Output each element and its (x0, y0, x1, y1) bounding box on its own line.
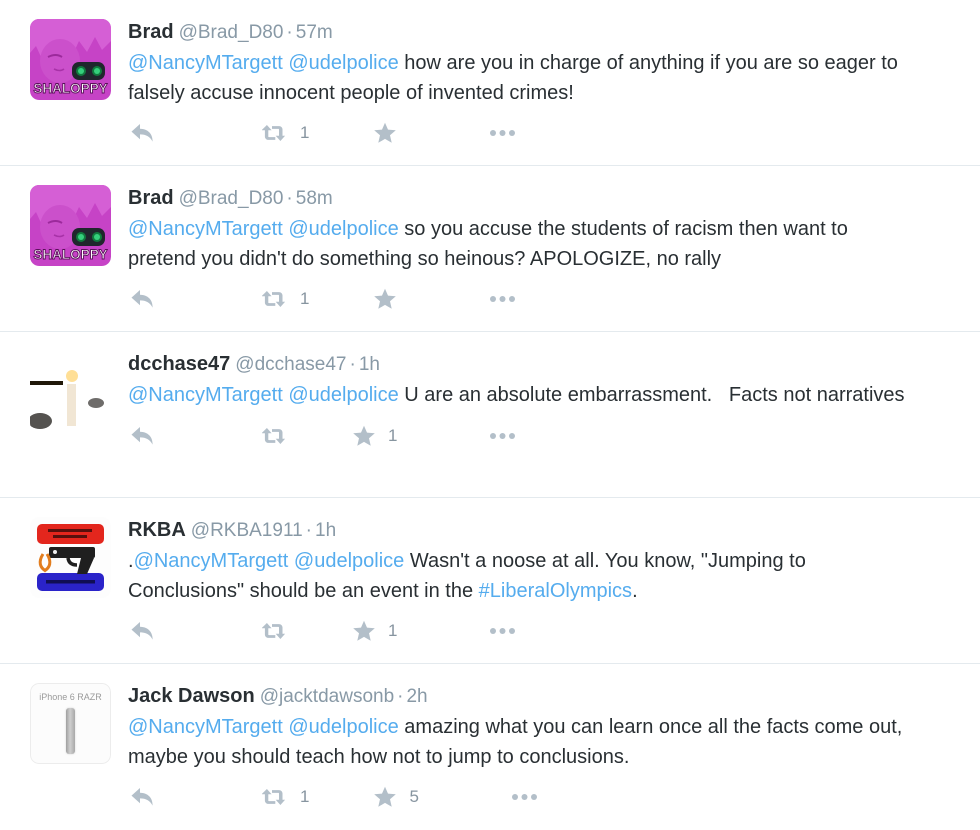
separator-dot: · (397, 686, 404, 707)
separator-dot: · (286, 188, 293, 209)
favorite-button[interactable] (373, 288, 397, 310)
tweet-text: @NancyMTargett @udelpolice U are an absolute embarrassment. Facts not narratives (128, 384, 905, 406)
tweet-text: @NancyMTargett @udelpolice so you accuse the students of racism then want to pretend you didn't do something so heinous? APOLOGIZE, no rally (128, 218, 854, 270)
tweet-actions (128, 287, 950, 311)
favorite-button[interactable] (373, 122, 397, 144)
tweet-actions (128, 121, 950, 145)
mention-link[interactable]: @udelpolice (293, 550, 405, 572)
star-icon (373, 786, 397, 808)
more-button[interactable] (489, 627, 516, 635)
user-avatar[interactable] (30, 351, 111, 432)
star-icon (373, 122, 397, 144)
avatar-caption: SHALOPPY (33, 81, 108, 96)
user-handle[interactable]: @Brad_D80 (178, 188, 284, 209)
user-handle[interactable]: @RKBA1911 (190, 520, 303, 541)
user-avatar[interactable] (30, 185, 111, 266)
retweet-icon (262, 123, 288, 143)
separator-dot: · (305, 520, 312, 541)
tweet-text: @NancyMTargett @udelpolice amazing what you can learn once all the facts come out, maybe you should teach how not to jump to conclusions. (128, 716, 908, 768)
favorite-button[interactable] (373, 786, 418, 808)
tweet-header (128, 684, 950, 710)
more-button[interactable] (511, 793, 538, 801)
timestamp[interactable]: 58m (295, 188, 333, 209)
tweet-header (128, 518, 950, 544)
retweet-count: 1 (300, 123, 310, 142)
tweet-item (0, 332, 980, 498)
retweet-button[interactable] (262, 289, 309, 309)
user-avatar[interactable] (30, 517, 111, 598)
retweet-count: 1 (300, 787, 310, 806)
tweet-actions (128, 424, 950, 448)
more-icon (511, 793, 538, 801)
tweet-item (0, 166, 980, 332)
more-button[interactable] (489, 432, 516, 440)
timestamp[interactable]: 1h (358, 354, 380, 375)
retweet-icon (262, 426, 288, 446)
more-icon (489, 627, 516, 635)
user-avatar[interactable] (30, 683, 111, 764)
avatar-caption: SHALOPPY (33, 247, 108, 262)
tweet-item (0, 664, 980, 830)
mention-link[interactable]: @NancyMTargett (133, 550, 289, 572)
display-name[interactable]: RKBA (128, 519, 186, 541)
tweet-actions (128, 619, 950, 643)
hashtag-link[interactable]: #LiberalOlympics (478, 579, 633, 602)
display-name[interactable]: Brad (128, 21, 174, 43)
retweet-button[interactable] (262, 621, 288, 641)
mention-link[interactable]: @NancyMTargett (128, 716, 283, 738)
tweet-header (128, 20, 950, 46)
phone-graphic (66, 708, 75, 754)
more-icon (489, 432, 516, 440)
tweet-actions (128, 785, 950, 809)
tweet-header (128, 352, 950, 378)
avatar-image-sunset (30, 351, 111, 432)
star-icon (373, 288, 397, 310)
star-icon (352, 425, 376, 447)
reply-button[interactable] (130, 289, 154, 309)
avatar-caption: iPhone 6 RAZR (39, 692, 102, 702)
avatar-image-shaloppy (30, 19, 111, 100)
tweet-text: .@NancyMTargett @udelpolice Wasn't a noose at all. You know, "Jumping to Conclusions" should be an event in the #LiberalOlympics. (128, 550, 812, 602)
tweet-text: @NancyMTargett @udelpolice how are you in charge of anything if you are so eager to falsely accuse innocent people of invented crimes! (128, 52, 904, 104)
user-handle[interactable]: @jacktdawsonb (259, 686, 395, 707)
reply-button[interactable] (130, 123, 154, 143)
favorite-button[interactable] (352, 425, 397, 447)
timestamp[interactable]: 57m (295, 22, 333, 43)
tweet-item (0, 0, 980, 166)
reply-button[interactable] (130, 426, 154, 446)
avatar-image-shaloppy (30, 185, 111, 266)
retweet-button[interactable] (262, 787, 309, 807)
display-name[interactable]: dcchase47 (128, 353, 231, 375)
reply-icon (130, 621, 154, 641)
retweet-icon (262, 289, 288, 309)
favorite-count: 1 (388, 425, 398, 445)
timestamp[interactable]: 1h (315, 520, 337, 541)
avatar-image-razr (30, 683, 111, 764)
mention-link[interactable]: @udelpolice (288, 218, 399, 240)
retweet-count: 1 (300, 289, 310, 308)
tweet-header (128, 186, 950, 212)
separator-dot: · (286, 22, 293, 43)
separator-dot: · (349, 354, 356, 375)
mention-link[interactable]: @udelpolice (288, 716, 399, 738)
more-icon (489, 129, 516, 137)
more-button[interactable] (489, 129, 516, 137)
user-handle[interactable]: @dcchase47 (235, 354, 347, 375)
avatar-image-rkba (30, 517, 111, 598)
favorite-count: 5 (409, 787, 419, 806)
mention-link[interactable]: @NancyMTargett (128, 218, 283, 240)
tweet-item (0, 498, 980, 664)
display-name[interactable]: Jack Dawson (128, 685, 255, 707)
reply-icon (130, 123, 154, 143)
retweet-icon (262, 787, 288, 807)
reply-button[interactable] (130, 621, 154, 641)
user-avatar[interactable] (30, 19, 111, 100)
favorite-count: 1 (388, 621, 398, 640)
user-handle[interactable]: @Brad_D80 (178, 22, 284, 43)
reply-button[interactable] (130, 787, 154, 807)
retweet-icon (262, 621, 288, 641)
more-icon (489, 295, 516, 303)
mention-link[interactable]: @udelpolice (288, 384, 399, 406)
mention-link[interactable]: @NancyMTargett (128, 384, 283, 406)
mention-link[interactable]: @udelpolice (288, 52, 399, 74)
reply-icon (130, 787, 154, 807)
reply-icon (130, 426, 154, 446)
star-icon (352, 620, 376, 642)
reply-icon (130, 289, 154, 309)
retweet-button[interactable] (262, 426, 288, 446)
favorite-button[interactable] (352, 620, 397, 642)
retweet-button[interactable] (262, 123, 309, 143)
display-name[interactable]: Brad (128, 187, 174, 209)
mention-link[interactable]: @NancyMTargett (128, 52, 283, 74)
timestamp[interactable]: 2h (406, 686, 428, 707)
more-button[interactable] (489, 295, 516, 303)
